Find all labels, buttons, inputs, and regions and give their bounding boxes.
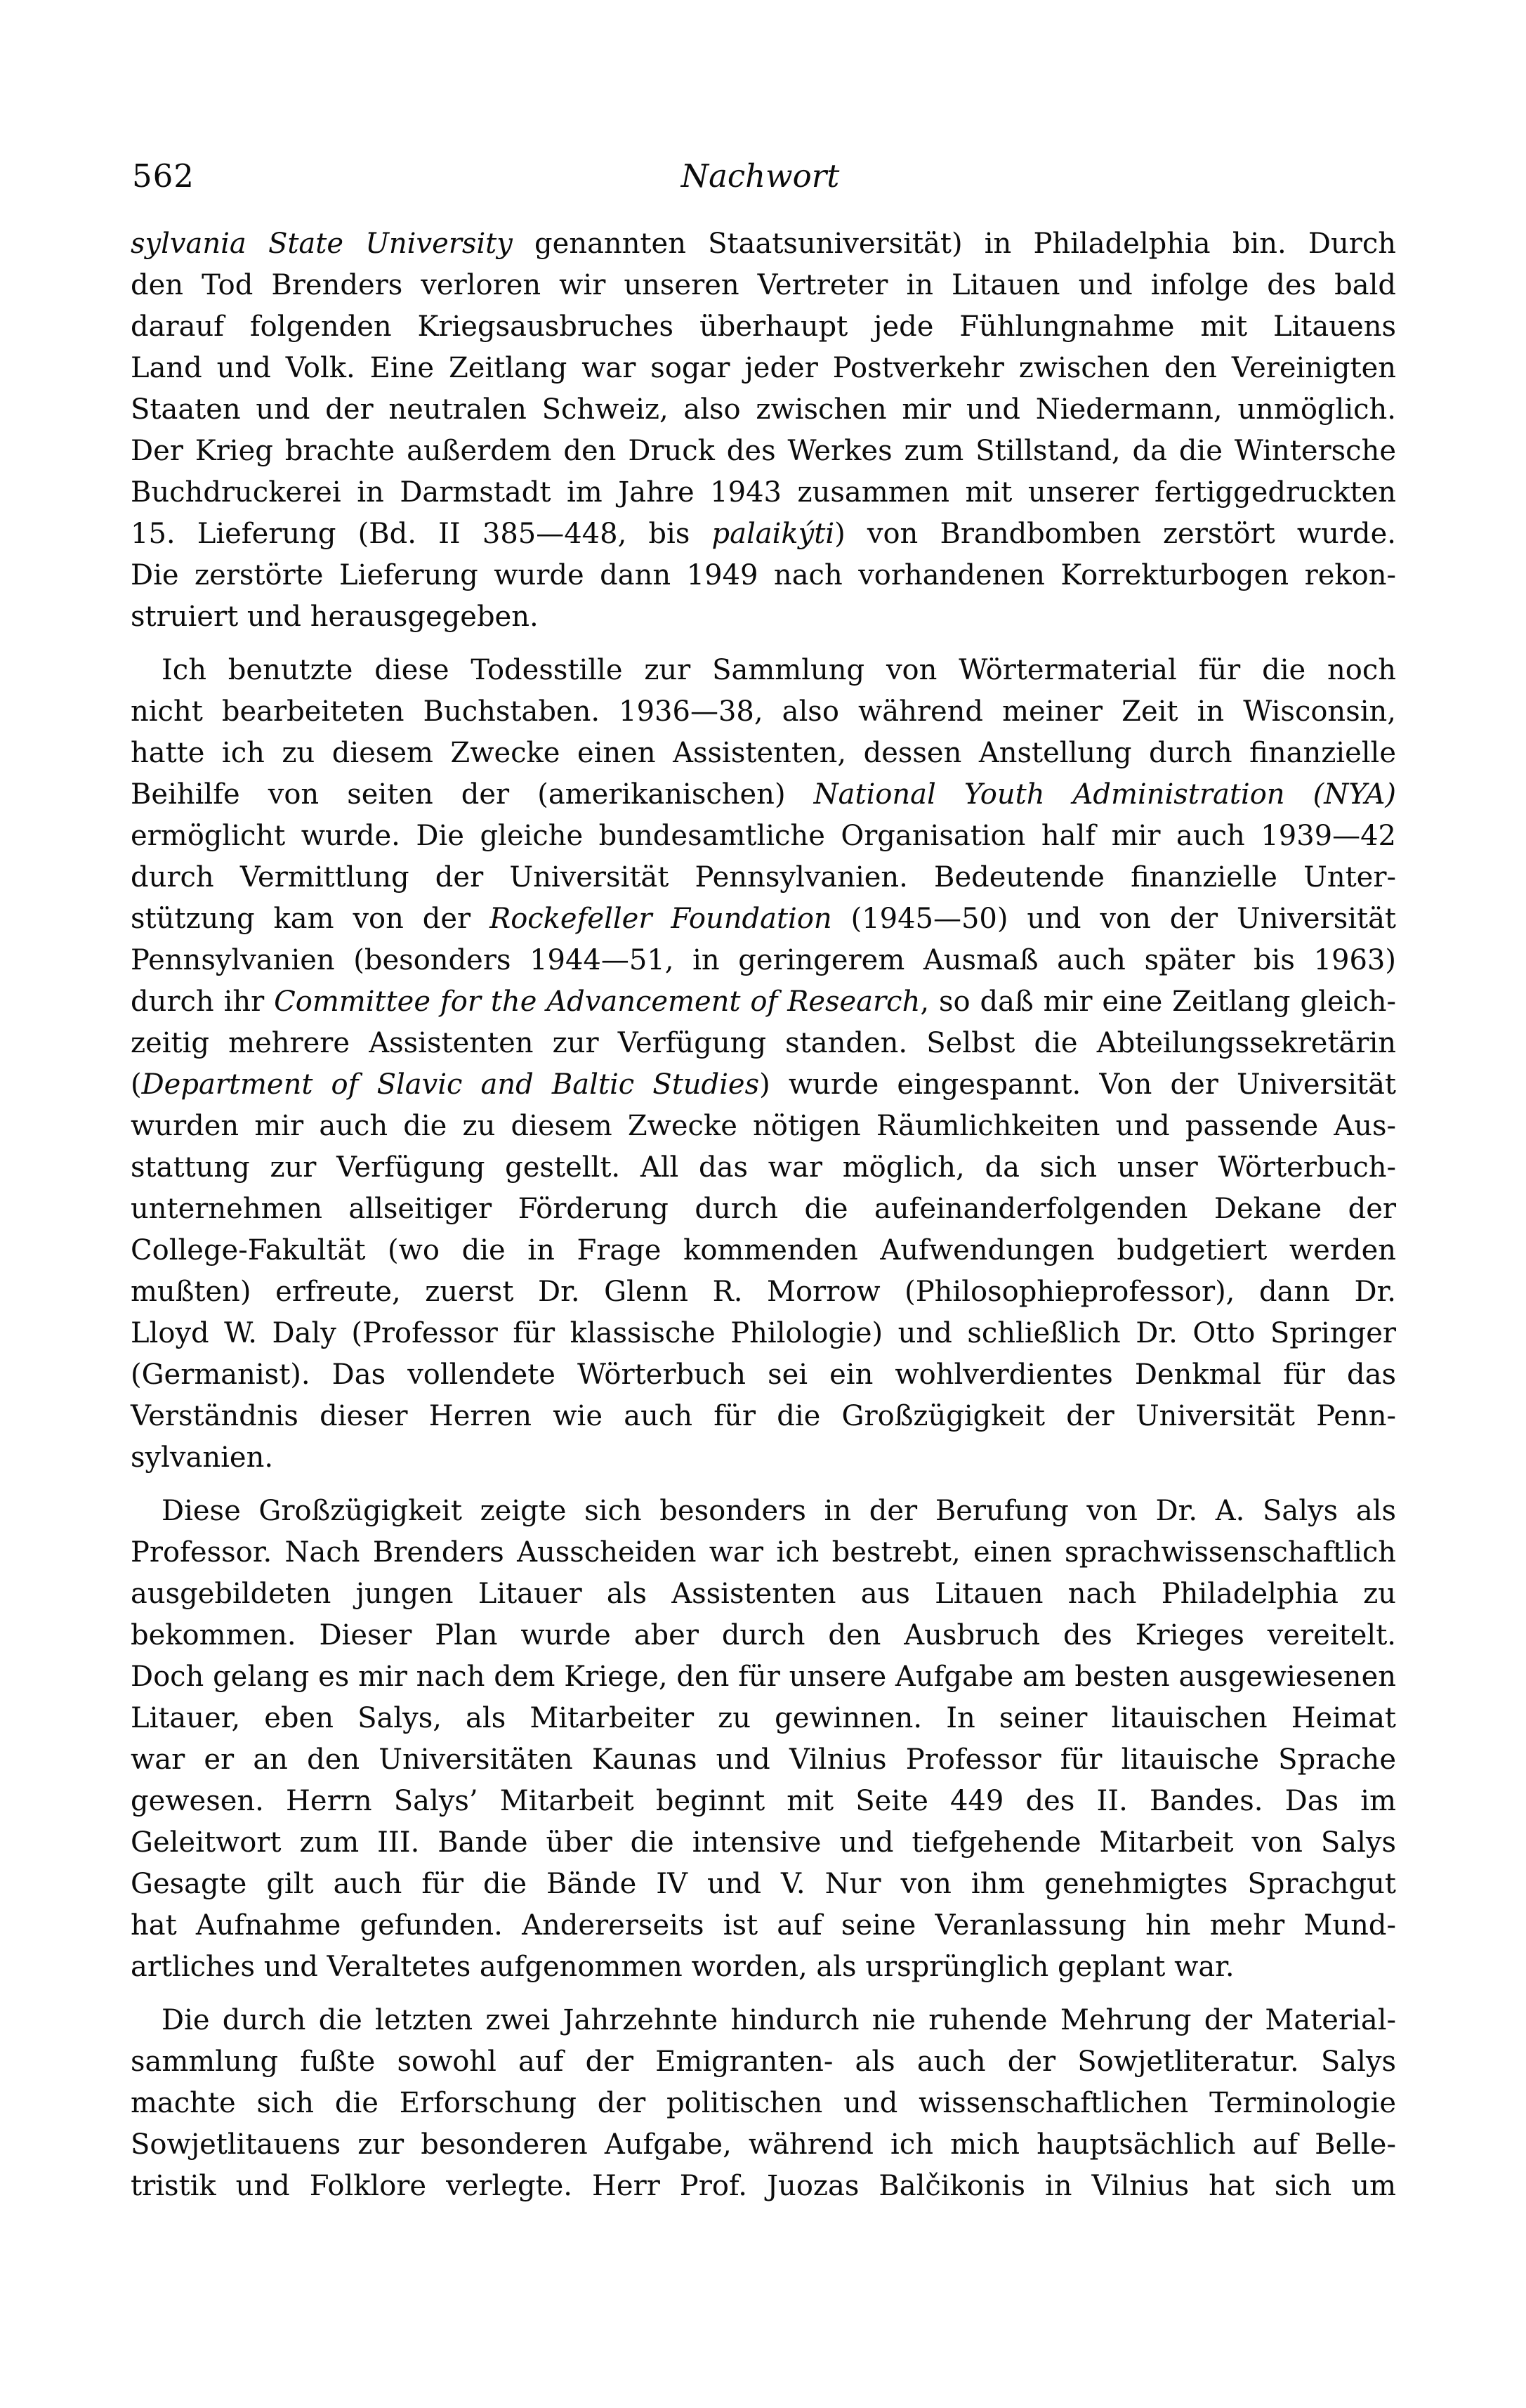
text-line	[131, 1698, 1396, 1739]
text-segment: , so daß mir eine Zeitlang gleich-	[920, 986, 1396, 1018]
text-line	[131, 1573, 1396, 1615]
text-line	[131, 1532, 1396, 1573]
text-line	[131, 2000, 1396, 2041]
text-segment: Die durch die letzten zwei Jahrzehnte hindurch nie ruhende Mehrung der Material-	[162, 2004, 1396, 2036]
text-line	[131, 306, 1396, 348]
text-line	[131, 472, 1396, 513]
text-line	[131, 1189, 1396, 1230]
text-line	[131, 2166, 1396, 2207]
text-segment: nicht bearbeiteten Buchstaben. 1936—38, also während meiner Zeit in Wisconsin,	[131, 695, 1396, 728]
text-line	[131, 1491, 1396, 1532]
text-segment: unternehmen allseitiger Förderung durch die aufeinanderfolgenden Dekane der	[131, 1193, 1396, 1225]
text-line	[131, 1064, 1396, 1106]
text-line	[131, 2124, 1396, 2166]
text-line	[131, 1656, 1396, 1698]
text-segment: ) wurde eingespannt. Von der Universität	[759, 1068, 1396, 1101]
text-segment: (	[131, 1068, 142, 1101]
text-line	[131, 898, 1396, 940]
paragraph	[131, 1491, 1396, 1988]
text-segment: Lloyd W. Daly (Professor für klassische Philologie) und schließlich Dr. Otto Springer	[131, 1317, 1396, 1349]
text-segment: hatte ich zu diesem Zwecke einen Assistenten, dessen Anstellung durch finanzielle	[131, 737, 1396, 769]
text-line	[131, 816, 1396, 857]
text-segment: Verständnis dieser Herren wie auch für die Großzügigkeit der Universität Penn-	[131, 1400, 1396, 1432]
text-segment: Professor. Nach Brenders Ausscheiden war ich bestrebt, einen sprachwissenschaftlich	[131, 1536, 1396, 1569]
italic-text-segment: Rockefeller Foundation	[489, 903, 832, 935]
text-segment: ermöglicht wurde. Die gleiche bundesamtliche Organisation half mir auch 1939—42	[131, 820, 1396, 852]
text-segment: Diese Großzügigkeit zeigte sich besonders in der Berufung von Dr. A. Salys als	[162, 1495, 1396, 1527]
italic-text-segment: Department of Slavic and Baltic Studies	[141, 1068, 760, 1101]
text-segment: Die zerstörte Lieferung wurde dann 1949 nach vorhandenen Korrekturbogen rekon-	[131, 559, 1396, 591]
text-line	[131, 555, 1396, 596]
text-segment: Der Krieg brachte außerdem den Druck des Werkes zum Stillstand, da die Wintersche	[131, 435, 1396, 467]
text-line	[131, 1437, 1396, 1479]
text-segment: sylvanien.	[131, 1441, 274, 1474]
text-line	[131, 596, 1396, 638]
text-segment: ausgebildeten jungen Litauer als Assistenten aus Litauen nach Philadelphia zu	[131, 1578, 1396, 1610]
text-line	[131, 1822, 1396, 1864]
text-line	[131, 733, 1396, 774]
text-segment: 15. Lieferung (Bd. II 385—448, bis	[131, 518, 712, 550]
text-segment: Gesagte gilt auch für die Bände IV und V. Nur von ihm genehmigtes Sprachgut	[131, 1868, 1396, 1900]
text-line	[131, 857, 1396, 898]
text-segment: zeitig mehrere Assistenten zur Verfügung standen. Selbst die Abteilungssekretärin	[131, 1027, 1396, 1059]
text-segment: artliches und Veraltetes aufgenommen worden, als ursprünglich geplant war.	[131, 1951, 1235, 1983]
text-line	[131, 1781, 1396, 1822]
text-segment: war er an den Universitäten Kaunas und Vilnius Professor für litauische Sprache	[131, 1743, 1396, 1776]
text-line	[131, 1864, 1396, 1905]
text-segment: Buchdruckerei in Darmstadt im Jahre 1943 zusammen mit unserer fertiggedruckten	[131, 476, 1396, 509]
italic-text-segment: Committee for the Advancement of Research	[274, 986, 921, 1018]
text-line	[131, 348, 1396, 389]
text-segment: Beihilfe von seiten der (amerikanischen)	[131, 778, 814, 811]
text-line	[131, 1905, 1396, 1946]
text-line	[131, 940, 1396, 981]
text-segment: Geleitwort zum III. Bande über die intensive und tiefgehende Mitarbeit von Salys	[131, 1826, 1396, 1859]
text-segment: genannten Staatsuniversität) in Philadelphia bin. Durch	[512, 228, 1397, 260]
text-line	[131, 650, 1396, 691]
text-line	[131, 2041, 1396, 2083]
text-segment: sammlung fußte sowohl auf der Emigranten- als auch der Sowjetliteratur. Salys	[131, 2046, 1396, 2078]
text-line	[131, 1313, 1396, 1354]
text-segment: stützung kam von der	[131, 903, 490, 935]
text-line	[131, 265, 1396, 306]
text-line	[131, 431, 1396, 472]
text-segment: ) von Brandbomben zerstört wurde.	[834, 518, 1396, 550]
text-line	[131, 774, 1396, 816]
paragraph	[131, 223, 1396, 638]
text-segment: mußten) erfreute, zuerst Dr. Glenn R. Morrow (Philosophieprofessor), dann Dr.	[131, 1276, 1396, 1308]
text-line	[131, 513, 1396, 555]
text-segment: struiert und herausgegeben.	[131, 601, 539, 633]
text-segment: darauf folgenden Kriegsausbruches überhaupt jede Fühlungnahme mit Litauens	[131, 310, 1396, 343]
text-line	[131, 1615, 1396, 1656]
running-title: Nachwort	[680, 157, 840, 195]
text-line	[131, 1396, 1396, 1437]
italic-text-segment: sylvania State University	[131, 228, 513, 260]
paragraph	[131, 2000, 1396, 2207]
text-segment: durch ihr	[131, 986, 275, 1018]
italic-text-segment: palaikýti	[711, 518, 835, 550]
text-line	[131, 1230, 1396, 1271]
text-line	[131, 1023, 1396, 1064]
text-block	[131, 223, 1396, 2207]
text-segment: Ich benutzte diese Todesstille zur Sammlung von Wörtermaterial für die noch	[162, 654, 1396, 686]
paragraph	[131, 650, 1396, 1479]
text-line	[131, 1739, 1396, 1781]
text-segment: den Tod Brenders verloren wir unseren Vertreter in Litauen und infolge des bald	[131, 269, 1396, 301]
text-segment: wurden mir auch die zu diesem Zwecke nötigen Räumlichkeiten und passende Aus-	[131, 1110, 1396, 1142]
text-line	[131, 223, 1396, 265]
text-segment: College-Fakultät (wo die in Frage kommenden Aufwendungen budgetiert werden	[131, 1234, 1396, 1267]
text-line	[131, 691, 1396, 733]
italic-text-segment: National Youth Administration (NYA)	[813, 778, 1397, 811]
text-segment: Staaten und der neutralen Schweiz, also zwischen mir und Niedermann, unmöglich.	[131, 393, 1396, 426]
text-line	[131, 2083, 1396, 2124]
text-line	[131, 1147, 1396, 1189]
text-segment: (Germanist). Das vollendete Wörterbuch sei ein wohlverdientes Denkmal für das	[131, 1359, 1396, 1391]
text-segment: hat Aufnahme gefunden. Andererseits ist auf seine Veranlassung hin mehr Mund-	[131, 1909, 1396, 1942]
text-segment: (1945—50) und von der Universität	[831, 903, 1397, 935]
text-segment: Sowjetlitauens zur besonderen Aufgabe, während ich mich hauptsächlich auf Belle-	[131, 2128, 1396, 2161]
text-line	[131, 981, 1396, 1023]
text-segment: tristik und Folklore verlegte. Herr Prof. Juozas Balčikonis in Vilnius hat sich um	[131, 2170, 1396, 2202]
text-line	[131, 1354, 1396, 1396]
running-header	[131, 157, 1396, 201]
text-segment: Pennsylvanien (besonders 1944—51, in geringerem Ausmaß auch später bis 1963)	[131, 944, 1396, 976]
text-line	[131, 1106, 1396, 1147]
text-line	[131, 1271, 1396, 1313]
text-segment: Land und Volk. Eine Zeitlang war sogar jeder Postverkehr zwischen den Vereinigten	[131, 352, 1396, 384]
text-segment: Litauer, eben Salys, als Mitarbeiter zu gewinnen. In seiner litauischen Heimat	[131, 1702, 1396, 1734]
page-number: 562	[132, 157, 195, 195]
text-segment: stattung zur Verfügung gestellt. All das war möglich, da sich unser Wörterbuch-	[131, 1151, 1396, 1184]
text-segment: bekommen. Dieser Plan wurde aber durch den Ausbruch des Krieges vereitelt.	[131, 1619, 1396, 1651]
text-segment: gewesen. Herrn Salys’ Mitarbeit beginnt mit Seite 449 des II. Bandes. Das im	[131, 1785, 1396, 1817]
text-line	[131, 389, 1396, 431]
text-line	[131, 1946, 1396, 1988]
text-segment: Doch gelang es mir nach dem Kriege, den für unsere Aufgabe am besten ausgewiesenen	[131, 1661, 1396, 1693]
text-segment: machte sich die Erforschung der politischen und wissenschaftlichen Terminologie	[131, 2087, 1396, 2119]
text-segment: durch Vermittlung der Universität Pennsylvanien. Bedeutende finanzielle Unter-	[131, 861, 1396, 894]
